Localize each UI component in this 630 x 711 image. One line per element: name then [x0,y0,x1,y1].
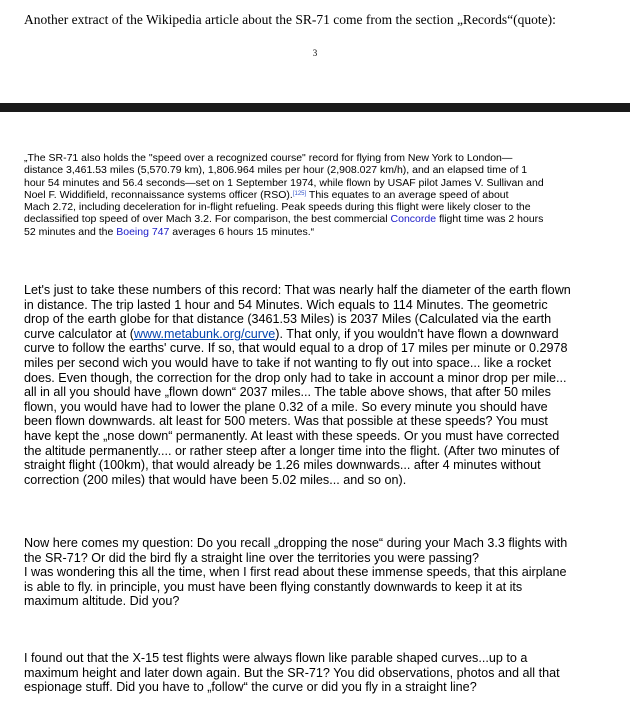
paragraph-line: in distance. The trip lasted 1 hour and 54 Minutes. Wich equals to 114 Minutes. The geometric [24,297,548,312]
quote-text: This equates to an average speed of about [306,188,509,201]
paragraph-question [24,536,630,609]
quote-text: flight time was 2 hours [436,213,544,226]
intro-sentence: Another extract of the Wikipedia article about the SR-71 come from the section „Records“(quote): [24,12,556,27]
quote-line [24,226,624,238]
boeing-747-link[interactable]: Boeing 747 [116,225,170,238]
quote-line: hour 54 minutes and 56.4 seconds—set on 1 September 1974, while flown by USAF pilot James V. Sullivan and [24,176,544,189]
paragraph-text: curve calculator at ( [24,326,134,341]
wikipedia-quote [24,152,624,238]
paragraph-line: have kept the „nose down“ permanently. At least with these speeds. Or you must have corrected [24,428,560,443]
concorde-link[interactable]: Concorde [390,213,437,226]
quote-line [24,189,624,201]
page-number: 3 [312,48,318,58]
quote-line [24,213,624,225]
paragraph-line: drop of the earth globe for that distance (3461.53 Miles) is 2037 Miles (Calculated via the earth [24,312,552,327]
paragraph-line: miles per second wich you would have to take if not wanting to fly out into space... like a rocket [24,355,552,370]
paragraph-line: the SR-71? Or did the bird fly a straight line over the territories you were passing? [24,550,479,565]
paragraph-line: espionage stuff. Did you have to „follow“ the curve or did you fly in a straight line? [24,680,477,695]
paragraph-line [24,327,630,342]
paragraph-text: ). That only, if you wouldn't have flown a downward [275,326,559,341]
quote-text: averages 6 hours 15 minutes.“ [169,225,315,238]
quote-text: Noel F. Widdifield, reconnaissance systems officer (RSO). [24,188,293,201]
paragraph-line: the altitude permanently.... or rather steep after a longer time into the flight. (After two minutes of [24,443,560,458]
paragraph-line: I found out that the X-15 test flights were always flown like parable shaped curves...up to a [24,651,528,665]
quote-text: declassified top speed of over Mach 3.2. For comparison, the best commercial [24,213,391,226]
paragraph-line: maximum altitude. Did you? [24,594,180,609]
paragraph-line: is able to fly. in principle, you must have been flying constantly downwards to keep it at its [24,579,523,594]
metabunk-link[interactable]: www.metabunk.org/curve [133,326,276,341]
paragraph-line: all in all you should have „flown down“ 2037 miles... The table above shows, that after 50 miles [24,385,551,400]
quote-line: distance 3,461.53 miles (5,570.79 km), 1,806.964 miles per hour (2,908.027 km/h), and an elapsed time of 1 [24,164,528,177]
page-break-bar [0,103,630,112]
paragraph-calculation [24,283,630,487]
paragraph-line: maximum height and later down again. But the SR-71? You did observations, photos and all that [24,665,560,680]
citation-ref[interactable]: [125] [292,190,307,197]
quote-line: Mach 2.72, including deceleration for in-flight refueling. Peak speeds during this flight were likely closer to the [24,201,531,214]
paragraph-line: straight flight (100km), that would already be 1.26 miles downwards... after 4 minutes without [24,458,541,473]
paragraph-line: flown, you would have had to lower the plane 0.32 of a mile. So every minute you should have [24,399,548,414]
paragraph-line: Let's just to take these numbers of this record: That was nearly half the diameter of the earth flown [24,283,571,297]
paragraph-line: I was wondering this all the time, when I first read about these immense speeds, that this airplane [24,565,567,580]
paragraph-line: Now here comes my question: Do you recall „dropping the nose“ during your Mach 3.3 flights with [24,536,568,550]
paragraph-line: been flown downwards. alt least for 500 meters. Was that possible at these speeds? You must [24,414,548,429]
quote-line: „The SR-71 also holds the "speed over a recognized course" record for flying from New York to London— [24,152,513,164]
paragraph-line: does. Even though, the correction for the drop only had to take in account a minor drop per mile... [24,370,567,385]
paragraph-line: correction (200 miles) that would have been 5.02 miles... and so on). [24,472,407,487]
paragraph-line: curve to follow the earths' curve. If so, that would equal to a drop of 17 miles per minute or 0.2978 [24,341,568,356]
quote-text: 52 minutes and the [24,225,117,238]
paragraph-x15 [24,651,630,695]
